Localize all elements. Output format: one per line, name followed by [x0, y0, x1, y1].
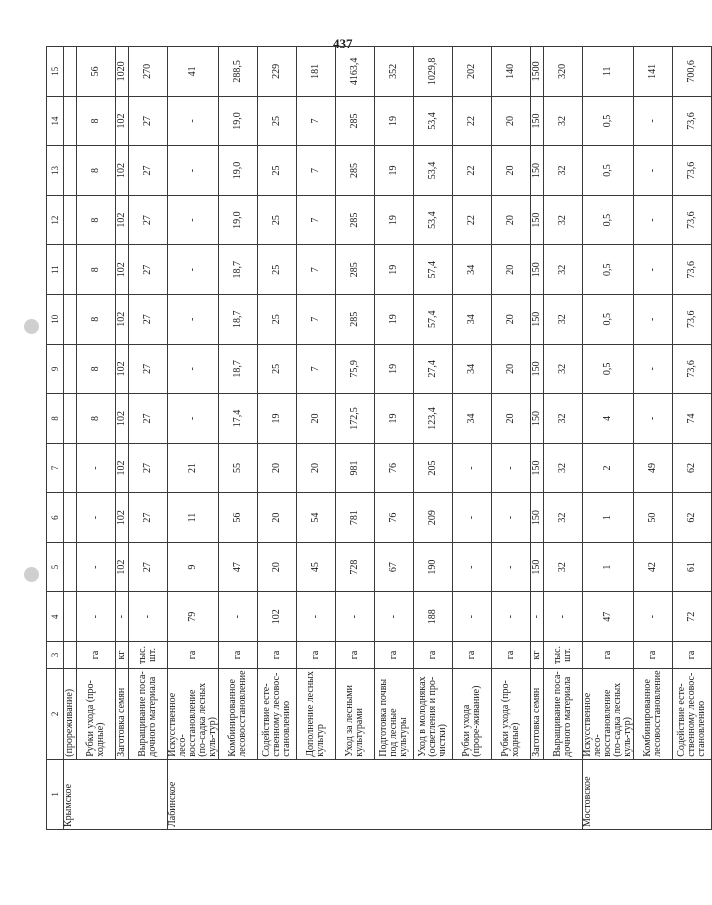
value-cell: 20: [492, 394, 531, 444]
column-number-cell: 4: [47, 592, 64, 642]
table-row: [116, 47, 129, 830]
value-cell: 150: [531, 146, 544, 196]
value-cell: 285: [336, 195, 375, 245]
value-cell: 25: [258, 96, 297, 146]
region-cell: Крымское: [64, 759, 168, 829]
punch-hole-mark: [24, 567, 39, 582]
value-cell: [64, 96, 77, 146]
value-cell: [64, 542, 77, 592]
value-cell: 209: [414, 493, 453, 543]
value-cell: 229: [258, 47, 297, 97]
value-cell: 25: [258, 344, 297, 394]
table-row: [297, 47, 336, 830]
value-cell: 22: [453, 195, 492, 245]
value-cell: 8: [77, 294, 116, 344]
table-row: [258, 47, 297, 830]
activity-cell: Рубки ухода (про-ходные): [77, 668, 116, 759]
value-cell: 2: [583, 443, 634, 493]
value-cell: 781: [336, 493, 375, 543]
value-cell: 202: [453, 47, 492, 97]
table-row: [583, 47, 634, 830]
table-row: [453, 47, 492, 830]
value-cell: 47: [583, 592, 634, 642]
column-number-cell: 10: [47, 294, 64, 344]
value-cell: 73,6: [673, 146, 712, 196]
value-cell: 76: [375, 443, 414, 493]
column-number-cell: 7: [47, 443, 64, 493]
unit-cell: тыс. шт.: [544, 642, 583, 669]
column-number-cell: 3: [47, 642, 64, 669]
value-cell: 73,6: [673, 195, 712, 245]
value-cell: 0,5: [583, 344, 634, 394]
value-cell: -: [492, 542, 531, 592]
value-cell: 32: [544, 96, 583, 146]
value-cell: 150: [531, 245, 544, 295]
unit-cell: га: [77, 642, 116, 669]
unit-cell: кг: [531, 642, 544, 669]
value-cell: 102: [116, 394, 129, 444]
value-cell: 34: [453, 394, 492, 444]
value-cell: -: [453, 542, 492, 592]
value-cell: 54: [297, 493, 336, 543]
value-cell: 20: [492, 294, 531, 344]
value-cell: 50: [634, 493, 673, 543]
value-cell: 27: [129, 96, 168, 146]
value-cell: -: [77, 493, 116, 543]
value-cell: 190: [414, 542, 453, 592]
value-cell: 20: [258, 443, 297, 493]
value-cell: 32: [544, 394, 583, 444]
value-cell: -: [77, 542, 116, 592]
unit-cell: га: [168, 642, 219, 669]
value-cell: 32: [544, 542, 583, 592]
value-cell: 8: [77, 195, 116, 245]
value-cell: 27: [129, 344, 168, 394]
value-cell: 188: [414, 592, 453, 642]
value-cell: -: [492, 592, 531, 642]
value-cell: 55: [219, 443, 258, 493]
value-cell: 62: [673, 443, 712, 493]
value-cell: 19: [375, 394, 414, 444]
value-cell: 27: [129, 542, 168, 592]
activity-cell: (прореживание): [64, 668, 77, 759]
value-cell: [64, 394, 77, 444]
value-cell: 181: [297, 47, 336, 97]
activity-cell: Комбинированное лесовосстановление: [634, 668, 673, 759]
value-cell: 19: [258, 394, 297, 444]
value-cell: -: [492, 493, 531, 543]
value-cell: 20: [492, 344, 531, 394]
unit-cell: га: [219, 642, 258, 669]
value-cell: 74: [673, 394, 712, 444]
activity-cell: Дополнение лесных культур: [297, 668, 336, 759]
value-cell: 18,7: [219, 245, 258, 295]
value-cell: 19: [375, 344, 414, 394]
value-cell: 4163,4: [336, 47, 375, 97]
value-cell: -: [168, 344, 219, 394]
value-cell: -: [297, 592, 336, 642]
value-cell: -: [634, 195, 673, 245]
value-cell: -: [168, 96, 219, 146]
value-cell: 1029,8: [414, 47, 453, 97]
unit-cell: га: [297, 642, 336, 669]
value-cell: 270: [129, 47, 168, 97]
value-cell: 45: [297, 542, 336, 592]
value-cell: -: [634, 344, 673, 394]
activity-cell: Комбинированное лесовосстановление: [219, 668, 258, 759]
value-cell: 18,7: [219, 344, 258, 394]
value-cell: 728: [336, 542, 375, 592]
table-row: [64, 47, 77, 830]
unit-cell: га: [453, 642, 492, 669]
value-cell: 25: [258, 146, 297, 196]
value-cell: 19: [375, 96, 414, 146]
value-cell: 1020: [116, 47, 129, 97]
value-cell: -: [219, 592, 258, 642]
region-cell: Лабинское: [168, 759, 583, 829]
value-cell: -: [634, 146, 673, 196]
value-cell: -: [168, 294, 219, 344]
activity-cell: Подготовка почвы под лесные культуры: [375, 668, 414, 759]
value-cell: 53,4: [414, 195, 453, 245]
table-row: [531, 47, 544, 830]
value-cell: 17,4: [219, 394, 258, 444]
value-cell: -: [544, 592, 583, 642]
value-cell: 34: [453, 294, 492, 344]
unit-cell: га: [583, 642, 634, 669]
value-cell: -: [492, 443, 531, 493]
value-cell: 0,5: [583, 96, 634, 146]
activity-cell: Искусственное лесо-восстановление (по-садка лесных куль-тур): [168, 668, 219, 759]
activity-cell: Выращивание поса-дочного материала: [544, 668, 583, 759]
value-cell: 61: [673, 542, 712, 592]
value-cell: 102: [116, 493, 129, 543]
value-cell: 27: [129, 394, 168, 444]
value-cell: [64, 47, 77, 97]
value-cell: -: [168, 394, 219, 444]
value-cell: 56: [77, 47, 116, 97]
value-cell: 27: [129, 493, 168, 543]
value-cell: 320: [544, 47, 583, 97]
value-cell: 25: [258, 195, 297, 245]
value-cell: -: [77, 443, 116, 493]
column-number-cell: 14: [47, 96, 64, 146]
value-cell: 27,4: [414, 344, 453, 394]
region-cell: Мостовское: [583, 759, 712, 829]
column-number-cell: 15: [47, 47, 64, 97]
table-row: [77, 47, 116, 830]
value-cell: [64, 443, 77, 493]
value-cell: 7: [297, 344, 336, 394]
value-cell: 4: [583, 394, 634, 444]
value-cell: 1: [583, 493, 634, 543]
value-cell: 102: [116, 294, 129, 344]
value-cell: 150: [531, 493, 544, 543]
value-cell: 20: [258, 542, 297, 592]
activity-cell: Искусственное лесо-восстановление (по-садка лесных куль-тур): [583, 668, 634, 759]
column-number-cell: 13: [47, 146, 64, 196]
value-cell: 49: [634, 443, 673, 493]
activity-cell: Содействие есте-ственному лесовос-становлению: [258, 668, 297, 759]
activity-cell: Заготовка семян: [116, 668, 129, 759]
value-cell: 102: [116, 195, 129, 245]
value-cell: 102: [116, 542, 129, 592]
value-cell: 20: [258, 493, 297, 543]
value-cell: 8: [77, 96, 116, 146]
value-cell: [64, 592, 77, 642]
value-cell: [64, 294, 77, 344]
value-cell: 19: [375, 146, 414, 196]
value-cell: 285: [336, 245, 375, 295]
column-number-cell: 5: [47, 542, 64, 592]
value-cell: 7: [297, 195, 336, 245]
activity-cell: Выращивание поса-дочного материала: [129, 668, 168, 759]
value-cell: 20: [492, 96, 531, 146]
activity-cell: Рубки ухода (про-ходные): [492, 668, 531, 759]
value-cell: 27: [129, 245, 168, 295]
value-cell: 981: [336, 443, 375, 493]
value-cell: 20: [492, 146, 531, 196]
value-cell: 102: [116, 344, 129, 394]
column-number-cell: 9: [47, 344, 64, 394]
value-cell: 285: [336, 294, 375, 344]
value-cell: 79: [168, 592, 219, 642]
value-cell: 150: [531, 542, 544, 592]
value-cell: 8: [77, 344, 116, 394]
value-cell: 32: [544, 493, 583, 543]
value-cell: [64, 493, 77, 543]
value-cell: -: [634, 294, 673, 344]
column-number-cell: 2: [47, 668, 64, 759]
activity-cell: Уход в молодняках (осветления и про-чистки): [414, 668, 453, 759]
value-cell: 73,6: [673, 294, 712, 344]
value-cell: 75,9: [336, 344, 375, 394]
value-cell: [64, 245, 77, 295]
value-cell: 32: [544, 146, 583, 196]
value-cell: 22: [453, 146, 492, 196]
activity-cell: Содействие есте-ственному лесовос-становлению: [673, 668, 712, 759]
value-cell: 76: [375, 493, 414, 543]
table-row: [129, 47, 168, 830]
value-cell: 32: [544, 245, 583, 295]
value-cell: 102: [116, 245, 129, 295]
unit-cell: га: [336, 642, 375, 669]
value-cell: 34: [453, 344, 492, 394]
value-cell: 19,0: [219, 146, 258, 196]
value-cell: 34: [453, 245, 492, 295]
value-cell: 73,6: [673, 96, 712, 146]
value-cell: 102: [258, 592, 297, 642]
value-cell: -: [129, 592, 168, 642]
value-cell: 21: [168, 443, 219, 493]
value-cell: -: [634, 96, 673, 146]
value-cell: 102: [116, 96, 129, 146]
value-cell: 32: [544, 344, 583, 394]
value-cell: 42: [634, 542, 673, 592]
value-cell: 19: [375, 195, 414, 245]
table-row: [634, 47, 673, 830]
value-cell: 150: [531, 443, 544, 493]
value-cell: 11: [168, 493, 219, 543]
value-cell: 0,5: [583, 294, 634, 344]
value-cell: 123,4: [414, 394, 453, 444]
unit-cell: тыс. шт.: [129, 642, 168, 669]
unit-cell: га: [673, 642, 712, 669]
column-number-cell: 1: [47, 759, 64, 829]
value-cell: 25: [258, 245, 297, 295]
table-row: [219, 47, 258, 830]
value-cell: 20: [297, 443, 336, 493]
table-row: [544, 47, 583, 830]
value-cell: 140: [492, 47, 531, 97]
unit-cell: га: [634, 642, 673, 669]
value-cell: 8: [77, 245, 116, 295]
value-cell: 20: [492, 245, 531, 295]
value-cell: 1500: [531, 47, 544, 97]
activity-cell: Заготовка семян: [531, 668, 544, 759]
unit-cell: га: [375, 642, 414, 669]
value-cell: 288,5: [219, 47, 258, 97]
value-cell: [64, 146, 77, 196]
value-cell: 285: [336, 96, 375, 146]
value-cell: 25: [258, 294, 297, 344]
value-cell: 700,6: [673, 47, 712, 97]
value-cell: 53,4: [414, 146, 453, 196]
value-cell: 53,4: [414, 96, 453, 146]
value-cell: 11: [583, 47, 634, 97]
value-cell: 285: [336, 146, 375, 196]
value-cell: -: [634, 592, 673, 642]
page-number: 437: [333, 36, 353, 51]
value-cell: 7: [297, 146, 336, 196]
value-cell: 150: [531, 394, 544, 444]
value-cell: 19,0: [219, 195, 258, 245]
value-cell: 9: [168, 542, 219, 592]
value-cell: 172,5: [336, 394, 375, 444]
value-cell: 62: [673, 493, 712, 543]
table-header-row: [47, 47, 64, 830]
value-cell: 57,4: [414, 245, 453, 295]
value-cell: [64, 195, 77, 245]
value-cell: 19,0: [219, 96, 258, 146]
value-cell: -: [116, 592, 129, 642]
value-cell: -: [634, 394, 673, 444]
value-cell: 7: [297, 245, 336, 295]
value-cell: 41: [168, 47, 219, 97]
table-row: [492, 47, 531, 830]
value-cell: 102: [116, 146, 129, 196]
value-cell: -: [453, 493, 492, 543]
value-cell: 73,6: [673, 245, 712, 295]
value-cell: 47: [219, 542, 258, 592]
value-cell: 0,5: [583, 146, 634, 196]
value-cell: 7: [297, 294, 336, 344]
value-cell: -: [453, 443, 492, 493]
value-cell: 150: [531, 344, 544, 394]
value-cell: 150: [531, 96, 544, 146]
column-number-cell: 6: [47, 493, 64, 543]
table-row: [375, 47, 414, 830]
value-cell: 57,4: [414, 294, 453, 344]
value-cell: 18,7: [219, 294, 258, 344]
activity-cell: Рубки ухода (проре-живание): [453, 668, 492, 759]
value-cell: 72: [673, 592, 712, 642]
value-cell: 20: [297, 394, 336, 444]
value-cell: -: [168, 245, 219, 295]
value-cell: 141: [634, 47, 673, 97]
value-cell: 150: [531, 294, 544, 344]
value-cell: 22: [453, 96, 492, 146]
forest-restoration-table: [46, 46, 712, 830]
column-number-cell: 8: [47, 394, 64, 444]
rotated-table-container: [46, 46, 707, 830]
value-cell: 27: [129, 294, 168, 344]
activity-cell: Уход за лесными культурами: [336, 668, 375, 759]
value-cell: 150: [531, 195, 544, 245]
value-cell: 102: [116, 443, 129, 493]
value-cell: 32: [544, 195, 583, 245]
value-cell: 27: [129, 195, 168, 245]
value-cell: -: [531, 592, 544, 642]
value-cell: -: [168, 195, 219, 245]
value-cell: 67: [375, 542, 414, 592]
value-cell: 73,6: [673, 344, 712, 394]
value-cell: 56: [219, 493, 258, 543]
value-cell: -: [453, 592, 492, 642]
value-cell: 32: [544, 443, 583, 493]
punch-hole-mark: [24, 319, 39, 334]
value-cell: -: [77, 592, 116, 642]
unit-cell: кг: [116, 642, 129, 669]
value-cell: 352: [375, 47, 414, 97]
value-cell: 0,5: [583, 195, 634, 245]
table-row: [414, 47, 453, 830]
table-row: [336, 47, 375, 830]
value-cell: 19: [375, 294, 414, 344]
value-cell: -: [375, 592, 414, 642]
value-cell: 32: [544, 294, 583, 344]
value-cell: 27: [129, 146, 168, 196]
value-cell: 0,5: [583, 245, 634, 295]
value-cell: 7: [297, 96, 336, 146]
value-cell: 27: [129, 443, 168, 493]
value-cell: 8: [77, 394, 116, 444]
unit-cell: га: [414, 642, 453, 669]
value-cell: 19: [375, 245, 414, 295]
value-cell: 205: [414, 443, 453, 493]
unit-cell: га: [258, 642, 297, 669]
value-cell: -: [634, 245, 673, 295]
table-row: [168, 47, 219, 830]
value-cell: -: [336, 592, 375, 642]
column-number-cell: 11: [47, 245, 64, 295]
value-cell: 1: [583, 542, 634, 592]
value-cell: 8: [77, 146, 116, 196]
unit-cell: [64, 642, 77, 669]
value-cell: -: [168, 146, 219, 196]
value-cell: [64, 344, 77, 394]
column-number-cell: 12: [47, 195, 64, 245]
table-row: [673, 47, 712, 830]
unit-cell: га: [492, 642, 531, 669]
value-cell: 20: [492, 195, 531, 245]
